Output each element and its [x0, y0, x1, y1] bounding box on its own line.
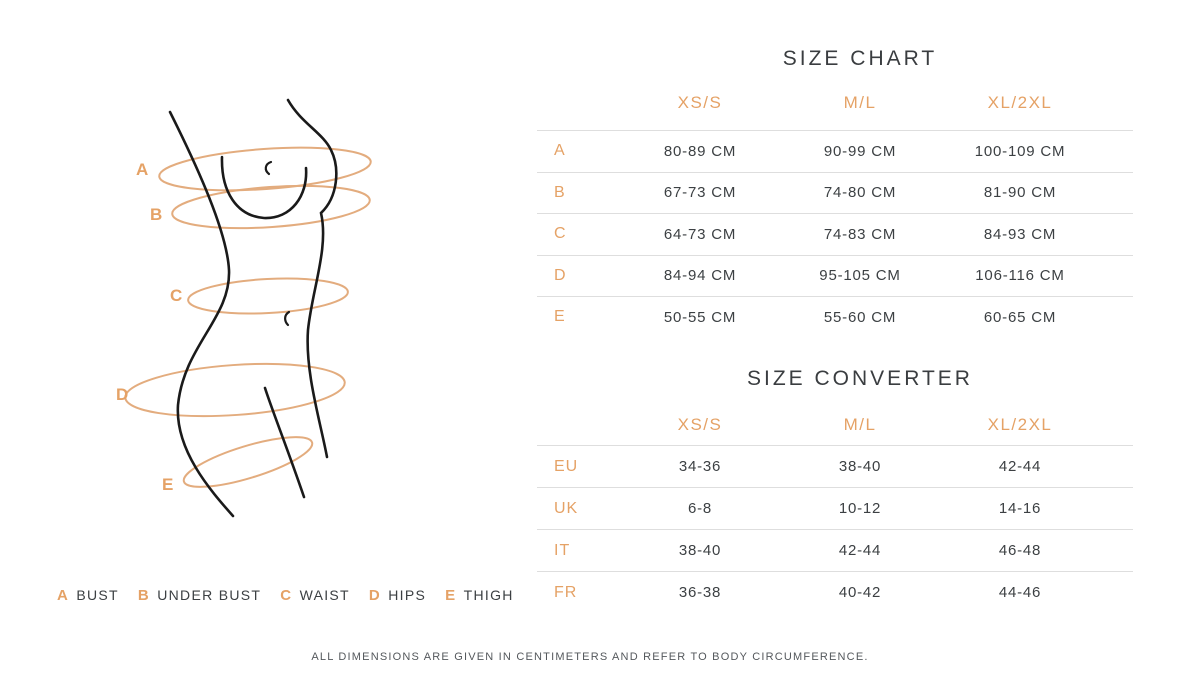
legend-item-under-bust: [138, 587, 261, 604]
legend-letter: B: [137, 587, 150, 604]
cell-value: 34-36: [678, 458, 722, 475]
navel-mark: [285, 312, 289, 325]
size-chart-row-c: [537, 213, 1133, 255]
nipple-mark: [266, 162, 271, 174]
cell-value: 67-73 CM: [663, 184, 737, 202]
cell-value: 64-73 CM: [663, 225, 737, 243]
cell-value: 55-60 CM: [823, 308, 897, 326]
column-header-xl-2xl: XL/2XL: [987, 415, 1053, 434]
cell-value: 44-46: [998, 584, 1042, 601]
waist-ellipse: [187, 275, 349, 317]
row-label: IT: [554, 541, 571, 559]
measurement-legend: [57, 587, 514, 604]
cell-value: 50-55 CM: [663, 308, 737, 326]
column-header-m-l: M/L: [843, 93, 877, 112]
size-converter-row-fr: [537, 571, 1133, 613]
column-header-xl-2xl: XL/2XL: [987, 93, 1053, 112]
legend-letter: D: [368, 587, 381, 604]
row-label: A: [554, 142, 566, 160]
row-label: E: [554, 308, 566, 326]
body-outline: [170, 100, 336, 516]
thigh-ellipse: [179, 427, 317, 497]
measurement-ellipses: [124, 142, 373, 497]
size-chart-header-row: [537, 91, 1133, 115]
cell-value: 36-38: [678, 584, 722, 601]
cell-value: 40-42: [838, 584, 882, 601]
size-chart-row-b: [537, 172, 1133, 214]
cell-value: 90-99 CM: [823, 142, 897, 160]
figure-letter-e: E: [162, 475, 174, 494]
cell-value: 60-65 CM: [983, 308, 1057, 326]
cell-value: 46-48: [998, 542, 1042, 559]
legend-label: WAIST: [299, 587, 350, 603]
cell-value: 10-12: [838, 500, 882, 517]
cell-value: 95-105 CM: [819, 267, 901, 285]
cell-value: 74-83 CM: [823, 225, 897, 243]
cell-value: 42-44: [838, 542, 882, 559]
column-header-m-l: M/L: [843, 415, 877, 434]
size-chart-row-e: [537, 296, 1133, 338]
row-label: C: [554, 225, 567, 243]
figure-letter-c: C: [170, 286, 183, 305]
size-chart-section: [537, 48, 1133, 338]
cell-value: 84-94 CM: [663, 267, 737, 285]
cell-value: 74-80 CM: [823, 184, 897, 202]
row-label: D: [554, 266, 567, 284]
size-converter-header-row: [537, 413, 1133, 437]
row-label: FR: [554, 583, 578, 601]
column-header-xs-s: XS/S: [677, 93, 723, 112]
size-converter-row-uk: [537, 487, 1133, 529]
figure-letter-b: B: [150, 205, 163, 224]
body-silhouette-illustration: [0, 0, 500, 575]
legend-item-hips: [369, 587, 426, 604]
column-header-xs-s: XS/S: [677, 415, 723, 434]
cell-value: 100-109 CM: [974, 142, 1066, 160]
legend-item-waist: [280, 587, 350, 604]
size-converter-row-it: [537, 529, 1133, 571]
legend-label: HIPS: [388, 587, 427, 603]
size-converter-title: SIZE CONVERTER: [747, 367, 973, 390]
cell-value: 14-16: [998, 500, 1042, 517]
row-label: EU: [554, 457, 579, 475]
front-thigh-line: [265, 388, 304, 497]
legend-letter: C: [280, 587, 292, 604]
cell-value: 38-40: [678, 542, 722, 559]
legend-letter: A: [57, 587, 69, 604]
figure-letter-d: D: [116, 385, 129, 404]
cell-value: 42-44: [998, 458, 1042, 475]
size-converter-section: [537, 368, 1133, 613]
cell-value: 38-40: [838, 458, 882, 475]
cell-value: 106-116 CM: [975, 267, 1065, 285]
legend-label: UNDER BUST: [157, 587, 262, 603]
cell-value: 80-89 CM: [663, 142, 737, 160]
cell-value: 6-8: [687, 500, 713, 517]
size-chart-title: SIZE CHART: [782, 47, 938, 70]
legend-item-bust: [57, 587, 119, 604]
figure-letter-labels: [116, 160, 182, 494]
figure-letter-a: A: [136, 160, 149, 179]
row-label: B: [554, 183, 566, 201]
cell-value: 84-93 CM: [983, 225, 1057, 243]
legend-label: THIGH: [463, 587, 514, 603]
row-label: UK: [554, 499, 579, 517]
size-converter-row-eu: [537, 445, 1133, 487]
legend-letter: E: [445, 587, 456, 604]
footer-note: ALL DIMENSIONS ARE GIVEN IN CENTIMETERS AND REFER TO BODY CIRCUMFERENCE.: [311, 651, 869, 663]
size-chart-row-a: [537, 130, 1133, 172]
legend-item-thigh: [445, 587, 514, 604]
cell-value: 81-90 CM: [983, 184, 1057, 202]
size-chart-row-d: [537, 255, 1133, 297]
legend-label: BUST: [76, 587, 119, 603]
